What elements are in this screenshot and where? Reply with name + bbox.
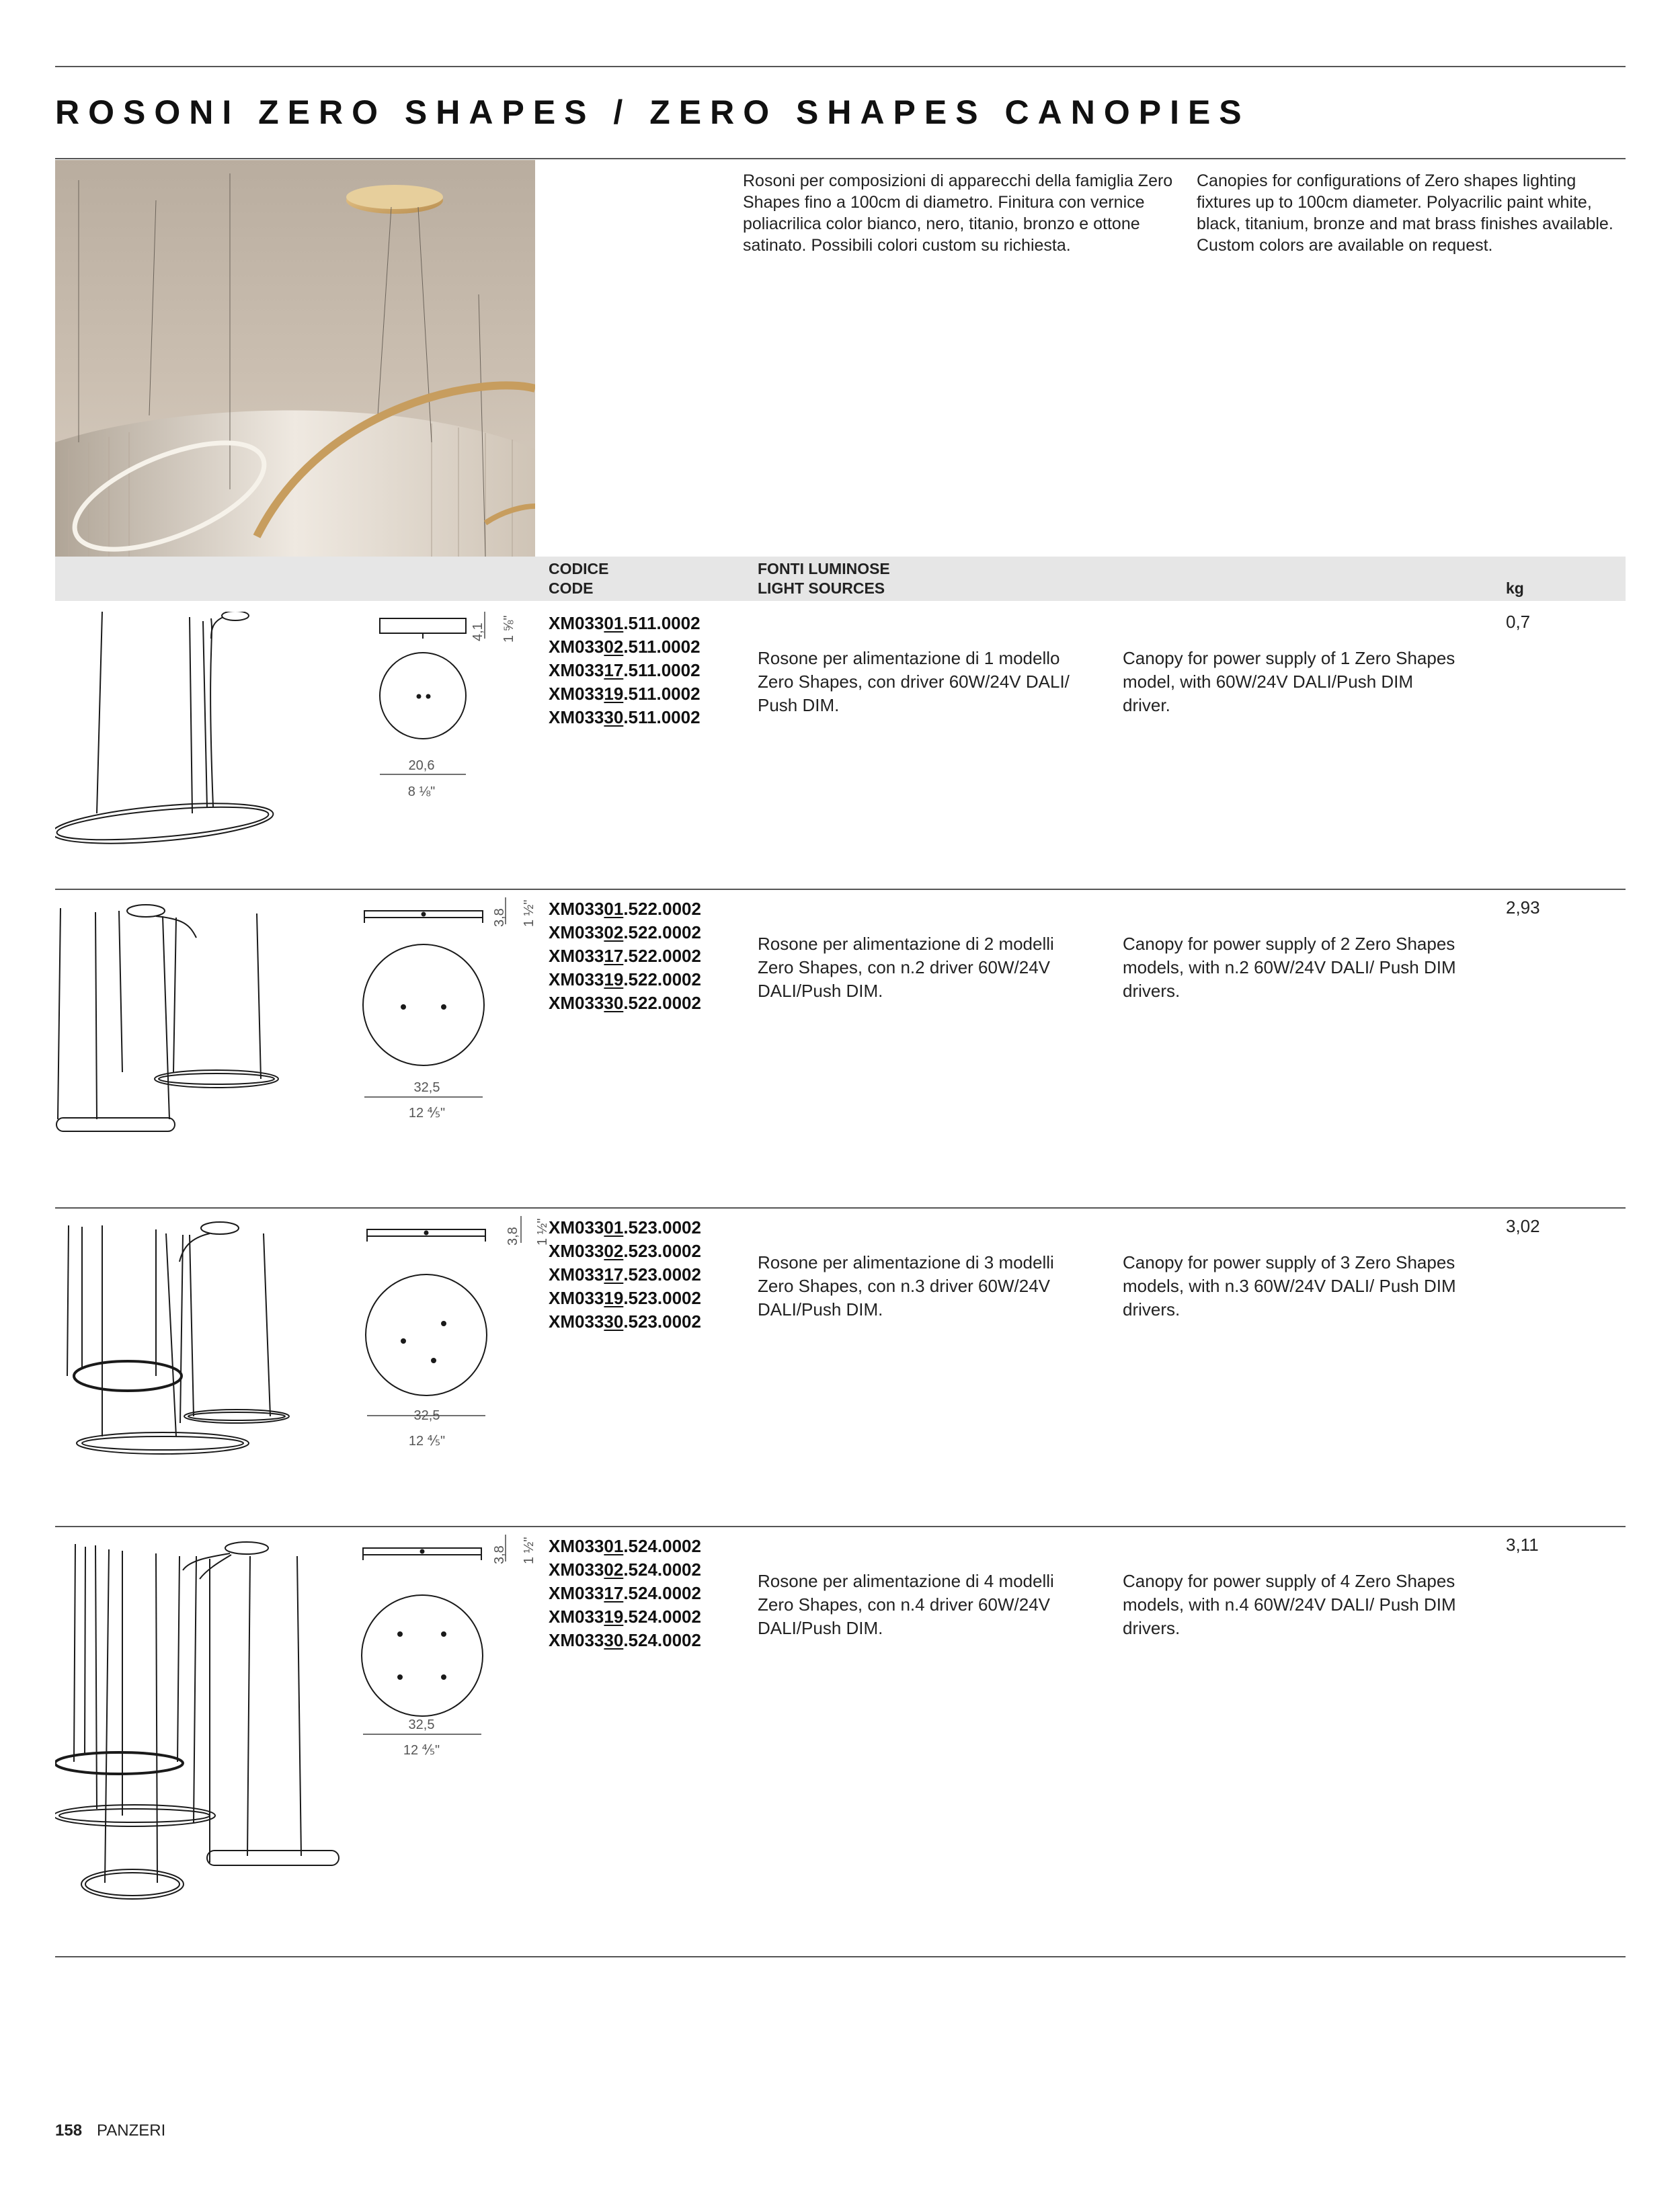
code-list xyxy=(549,897,701,1015)
code-item: XM03302.524.0002 xyxy=(549,1559,701,1580)
product-photo xyxy=(55,160,535,557)
description-english: Canopy for power supply of 3 Zero Shapes models, with n.3 60W/24V DALI/ Push DIM drivers. xyxy=(1123,1252,1456,1320)
diameter-in: 8 ⅛" xyxy=(407,784,436,799)
page-footer xyxy=(55,2121,165,2140)
code-item: XM03317.523.0002 xyxy=(549,1264,701,1285)
brand-name: PANZERI xyxy=(97,2121,166,2140)
diameter-in: 12 ⅘" xyxy=(403,1743,440,1758)
code-item: XM03330.522.0002 xyxy=(549,993,701,1013)
diameter-cm: 32,5 xyxy=(408,1717,435,1732)
code-item: XM03330.511.0002 xyxy=(549,707,701,727)
description-english: Canopy for power supply of 4 Zero Shapes models, with n.4 60W/24V DALI/ Push DIM drivers. xyxy=(1123,1571,1456,1638)
height-in: 1 ½" xyxy=(522,1537,536,1564)
title-rule xyxy=(55,158,1626,159)
lamp-drawing xyxy=(55,1221,311,1463)
header-kg: kg xyxy=(1506,579,1524,597)
product-row xyxy=(0,897,1680,1213)
code-list xyxy=(549,1216,701,1334)
intro-italian: Rosoni per composizioni di apparecchi della famiglia Zero Shapes fino a 100cm di diametro. Finitura con vernice poliacrilica color bianco, nero, titanio, bronzo e ottone satinato. Possibili colori custom su richiesta. xyxy=(743,171,1173,255)
height-cm: 3,8 xyxy=(506,1227,520,1246)
code-item: XM03319.524.0002 xyxy=(549,1607,701,1627)
weight-kg: 2,93 xyxy=(1506,897,1540,918)
code-item: XM03317.524.0002 xyxy=(549,1583,701,1603)
lamp-drawing xyxy=(55,904,297,1133)
product-row xyxy=(0,1535,1680,1938)
code-item: XM03330.524.0002 xyxy=(549,1630,701,1650)
canopy-drawing xyxy=(366,612,555,813)
weight-kg: 3,02 xyxy=(1506,1216,1540,1236)
code-item: XM03330.523.0002 xyxy=(549,1311,701,1332)
code-item: XM03319.522.0002 xyxy=(549,969,701,989)
height-cm: 4,1 xyxy=(471,622,485,641)
row-divider xyxy=(55,1207,1626,1209)
bottom-rule xyxy=(55,1956,1626,1957)
lamp-drawing xyxy=(55,612,277,854)
product-row xyxy=(0,612,1680,928)
weight-kg: 0,7 xyxy=(1506,612,1531,632)
code-item: XM03301.511.0002 xyxy=(549,613,701,633)
intro-english: Canopies for configurations of Zero shapes lighting fixtures up to 100cm diameter. Polyacrilic paint white, black, titanium, bronze and mat brass finishes available. Custom colors are available on request. xyxy=(1197,171,1613,255)
code-item: XM03319.511.0002 xyxy=(549,684,701,704)
code-item: XM03302.523.0002 xyxy=(549,1241,701,1261)
canopy-drawing xyxy=(356,1216,558,1438)
diameter-cm: 32,5 xyxy=(413,1408,440,1423)
code-item: XM03317.522.0002 xyxy=(549,946,701,966)
description-italian: Rosone per alimentazione di 3 modelli Zero Shapes, con n.3 driver 60W/24V DALI/Push DIM. xyxy=(758,1252,1054,1320)
height-cm: 3,8 xyxy=(492,908,507,927)
page-number: 158 xyxy=(55,2121,83,2140)
code-list xyxy=(549,1535,701,1652)
code-item: XM03317.511.0002 xyxy=(549,660,701,680)
description-italian: Rosone per alimentazione di 4 modelli Zero Shapes, con n.4 driver 60W/24V DALI/Push DIM. xyxy=(758,1571,1054,1638)
header-code-it: CODICE xyxy=(549,560,609,577)
header-light-sources xyxy=(758,559,890,598)
description-italian: Rosone per alimentazione di 1 modello Zero Shapes, con driver 60W/24V DALI/ Push DIM. xyxy=(758,648,1070,715)
header-code-en: CODE xyxy=(549,579,594,597)
lamp-drawing xyxy=(55,1540,351,1916)
description-english: Canopy for power supply of 1 Zero Shapes model, with 60W/24V DALI/Push DIM driver. xyxy=(1123,648,1455,715)
weight-kg: 3,11 xyxy=(1506,1535,1539,1555)
diameter-in: 12 ⅘" xyxy=(408,1434,446,1449)
diameter-in: 12 ⅘" xyxy=(408,1106,446,1121)
code-list xyxy=(549,612,701,729)
code-item: XM03301.524.0002 xyxy=(549,1536,701,1556)
row-divider xyxy=(55,1526,1626,1527)
height-in: 1 ½" xyxy=(522,899,536,927)
height-cm: 3,8 xyxy=(492,1545,507,1564)
height-in: 1 ⅝" xyxy=(502,615,516,643)
row-divider xyxy=(55,889,1626,890)
code-item: XM03302.522.0002 xyxy=(549,922,701,942)
header-code xyxy=(549,559,608,598)
description-italian: Rosone per alimentazione di 2 modelli Zero Shapes, con n.2 driver 60W/24V DALI/Push DIM. xyxy=(758,934,1054,1001)
diameter-cm: 32,5 xyxy=(413,1080,440,1095)
top-rule xyxy=(55,66,1626,67)
diameter-cm: 20,6 xyxy=(408,758,435,773)
height-in: 1 ½" xyxy=(535,1218,550,1246)
header-sources-en: LIGHT SOURCES xyxy=(758,579,885,597)
description-english: Canopy for power supply of 2 Zero Shapes models, with n.2 60W/24V DALI/ Push DIM drivers. xyxy=(1123,934,1456,1001)
code-item: XM03319.523.0002 xyxy=(549,1288,701,1308)
code-item: XM03301.523.0002 xyxy=(549,1217,701,1238)
page-title: ROSONI ZERO SHAPES / ZERO SHAPES CANOPIES xyxy=(55,93,1250,131)
code-item: XM03301.522.0002 xyxy=(549,899,701,919)
product-row xyxy=(0,1216,1680,1532)
header-sources-it: FONTI LUMINOSE xyxy=(758,560,890,577)
code-item: XM03302.511.0002 xyxy=(549,637,701,657)
